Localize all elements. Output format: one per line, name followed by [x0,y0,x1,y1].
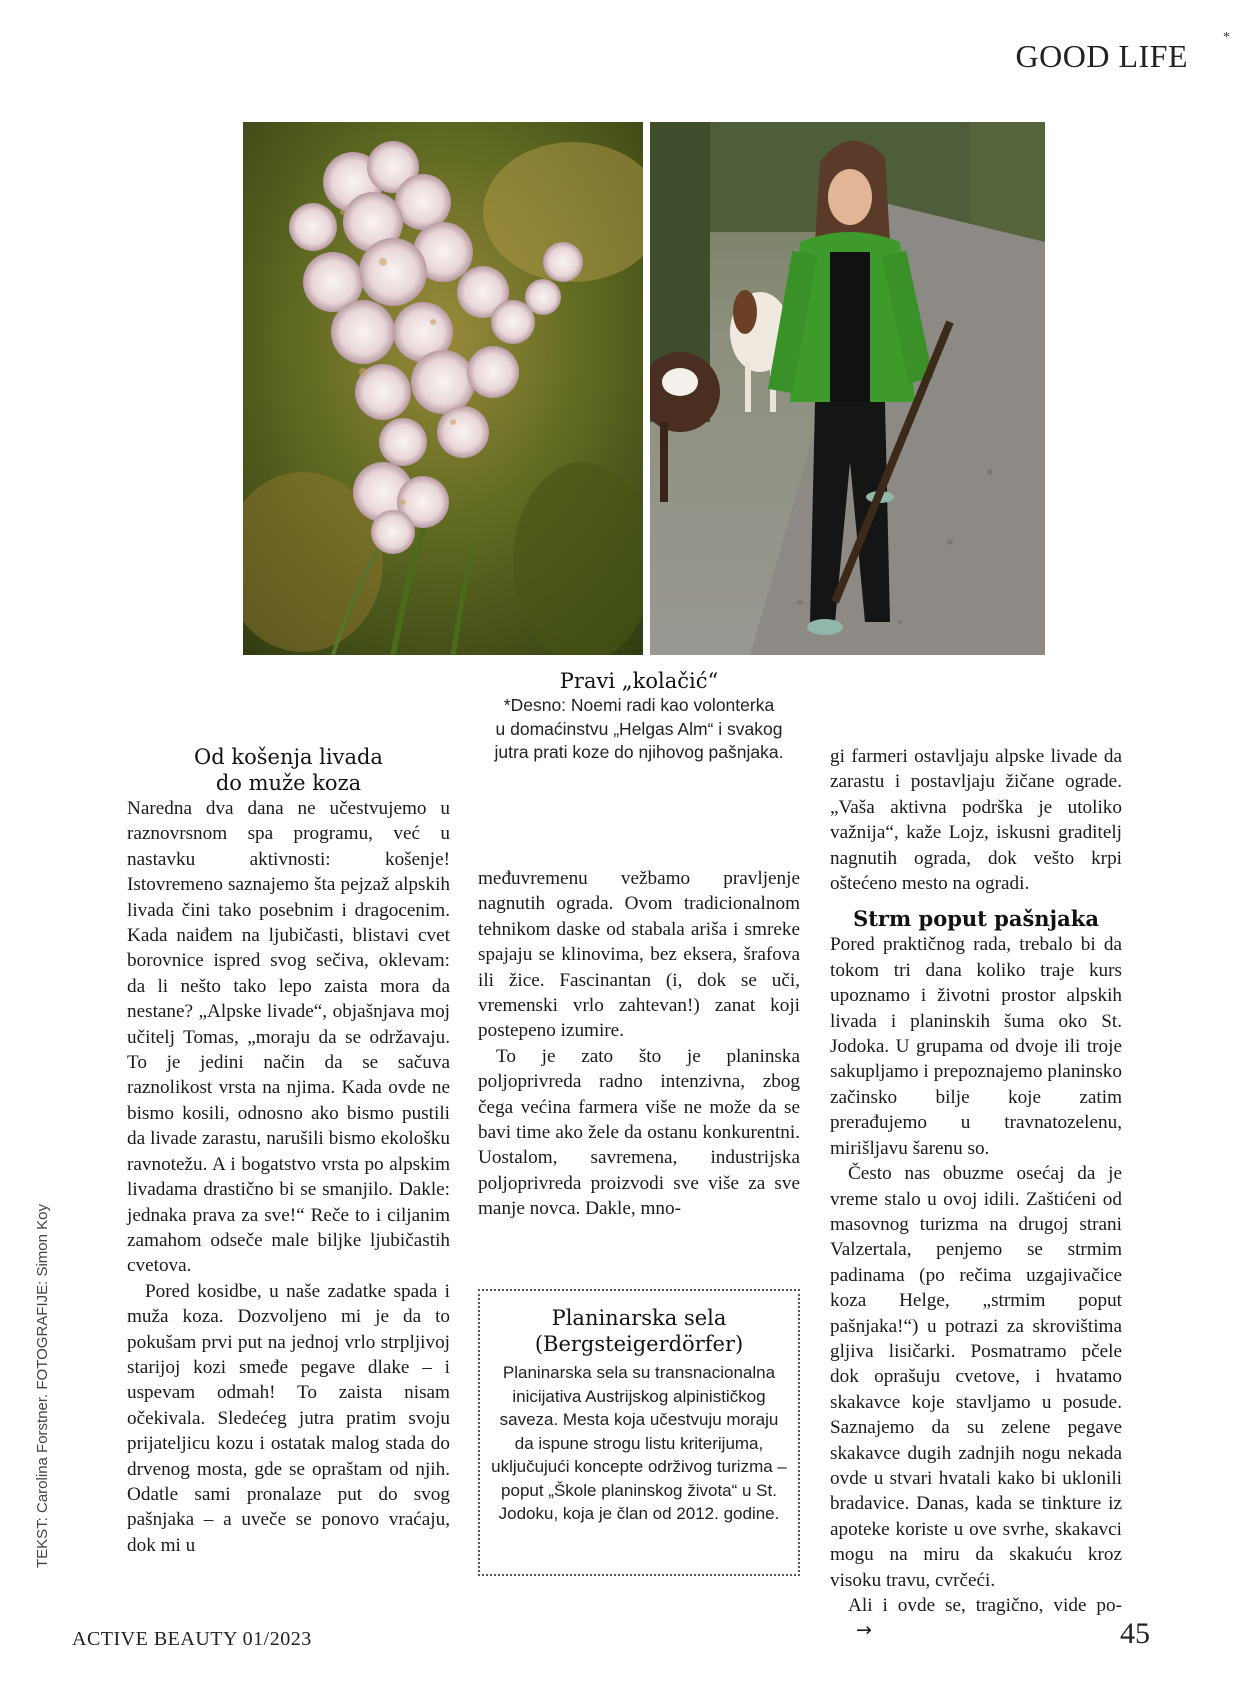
column-2 [478,866,800,1222]
section-heading-line-2: do muže koza [215,771,362,795]
section-label: GOOD LIFE [1015,38,1188,74]
flower-photo [243,122,643,655]
info-box-title-line-2: (Bergsteigerdörfer) [534,1332,744,1356]
paragraph: međuvremenu vežbamo pravljenje nagnutih ograda. Ovom tradicionalnom tehnikom daske od stabala ariša i smreke spajaju se klinovima, bez eksera, šrafova ili žice. Fascinantan (i, dok se uči, vremenski vrlo zahtevan!) zanat koji postepeno izumire. [478,868,800,1042]
photo-credit-text: TEKST: Carolina Forstner. FOTOGRAFIJE: Simon Koy [34,1204,51,1568]
paragraph: To je zato što je planinska poljoprivreda radno intenzivna, zbog čega većina farmera više ne može da se bavi time ako žele da ostanu konkurentni. Uostalom, savremena, industrijska poljoprivreda proizvodi sve više za sve manje novca. Dakle, mno- [478,1045,800,1220]
column-1 [127,744,450,1558]
paragraph: Često nas obuzme osećaj da je vreme stalo u ovoj idili. Zaštićeni od masovnog turizma na drugoj strani Valzertala, penjemo se strmim padinama (po rečima uzgajivačice koza Helge, „strmim poput pašnjaka!“) u potrazi za skrovištima gljiva lisičarki. Posmatramo pčele dok oprašuju cvetove, i hvatamo skakavce koje stavljamo u posude. Saznajemo da su zelene pegave skakavce dugih zadnjih nogu nekada ovde u stvari hvatali kako bi uklonili bradavice. Danas, kada se tinkture iz apoteke koriste u ove svrhe, skakavci mogu na miru da skakuću kroz visoku travu, cvrčeći. [830,1163,1122,1591]
arrow-right-icon: → [856,1619,872,1642]
info-box [478,1289,800,1576]
page-number: 45 [1120,1617,1150,1650]
section-heading: Strm poput pašnjaka [853,906,1099,932]
woman-with-goats-photo [650,122,1045,655]
paragraph: gi farmeri ostavljaju alpske livade da zarastu i postavljaju žičane ograde. „Vaša aktivna podrška je utoliko važnija“, kaže Lojz, iskusni graditelj nagnutih ograda, dok vešto krpi oštećeno mesto na ogradi. [830,746,1122,895]
paragraph: Naredna dva dana ne učestvujemo u raznovrsnom spa programu, već u nastavku aktivnosti: košenje! Istovremeno saznajemo šta pejzaž alpskih livada čini tako posebnim i dragocenim. Kada naiđem na ljubičasti, blistavi cvet borovnice ispred svog sečiva, oklevam: da li nešto tako lepo zaista mora da nestane? „Alpske livade“, objašnjava moj učitelj Tomas, „moraju da se održavaju. To je jedini način da se sačuva raznolikost vrsta na njima. Kada ovde ne bismo kosili, odnosno ako bismo pustili da livade zarastu, narušili bismo ekološku ravnotežu. A i bogatstvo vrsta po alpskim livadama drastično bi se smanjilo. Dakle: jednaka prava za sve!“ Reče to i ciljanim zamahom odseče male biljke ljubičastih cvetova. [127,798,450,1277]
caption-line-3: jutra prati koze do njihovog pašnjaka. [494,742,784,762]
section-heading-line-1: Od košenja livada [194,745,383,769]
column-3 [830,744,1122,1644]
paragraph: Pored praktičnog rada, trebalo bi da tokom tri dana koliko traje kurs upoznamo i životni prostor alpskih livada i planinskih šuma oko St. Jodoka. U grupama od dvoje ili troje sakupljamo i prepoznajemo planinsko začinsko bilje koje zatim prerađujemo u travnatozelenu, mirišljavu šarenu so. [830,934,1122,1159]
magazine-issue: ACTIVE BEAUTY 01/2023 [72,1628,312,1650]
caption-title: Pravi „kolačić“ [559,669,719,693]
last-paragraph [830,1593,1122,1644]
info-box-text: Planinarska sela su transnacionalna inicijativa Austrijskog alpinističkog saveza. Mesta koja učestvuju moraju da ispune strogu listu kriterijuma, uključujući koncepte održivog turizma – poput „Škole planinskog života“ u St. Jodoku, koja je član od 2012. godine. [491,1363,787,1523]
caption-line-2: u domaćinstvu „Helgas Alm“ i svakog [495,718,783,739]
corner-mark: * [1223,30,1230,45]
photo-caption [478,668,800,765]
paragraph: Pored kosidbe, u naše zadatke spada i muža koza. Dozvoljeno mi je da to pokušam prvi put na jednoj vrlo strpljivoj starijoj kozi smeđe pegave dlake – i uspevam odmah! To zaista nisam očekivala. Sledećeg jutra pratim svoju prijateljicu kozu i ostatak malog stada do drvenog mosta, gde se opraštam od njih. Odatle sami pronalaze put do svog pašnjaka – a uveče se ponovo vraćaju, dok mi u [127,1280,450,1556]
info-box-title-line-1: Planinarska sela [551,1306,727,1330]
caption-line-1: *Desno: Noemi radi kao volonterka [503,695,775,715]
paragraph-text: Ali i ovde se, tragično, vide po- [848,1595,1122,1616]
